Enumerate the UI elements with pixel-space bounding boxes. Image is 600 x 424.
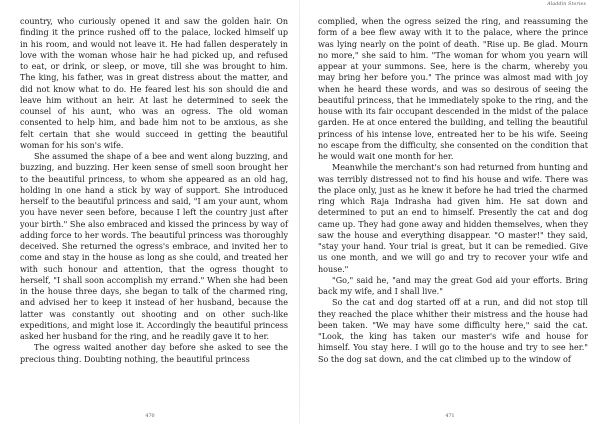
paragraph: complied, when the ogress seized the ring, and reassuming the form of a bee flew away with it to the palace, where the prince was lying nearly on the point of death. "Rise up. Be glad. Mourn no more," she said to him. "The woman for whom you yearn will appear at your summons. See, here is the charm, whereby you may bring her before you." The prince was almost mad with joy when he heard these words, and was so desirous of seeing the beautiful princess, that he immediately spoke to the ring, and the house with its fair occupant descended in the midst of the palace garden. He at once entered the building, and telling the beautiful princess of his intense love, entreated her to be his wife. Seeing no escape from the difficulty, she consented on the condition that he would wait one month for her. [318,17,588,161]
paragraph: So the cat and dog started off at a run, and did not stop till they reached the place whither their mistress and the house had been taken. "We may have some difficulty here," said the cat. "Look, the king has taken our master's wife and house for himself. You stay here. I will go to the house and try to see her." So the dog sat down, and the cat climbed up to the window of [318,298,588,364]
running-head: Aladdin Stories [547,2,586,7]
page-number: 471 [445,414,455,419]
paragraph: She assumed the shape of a bee and went along buzzing, and buzzing, and buzzing. Her keen sense of smell soon brought her to the beautiful princess, to whom she appeared as an old hag, holding in one hand a stick by way of support. She introduced herself to the beautiful princess and said, "I am your aunt, whom you have never seen before, because I left the country just after your birth." She also embraced and kissed the princess by way of adding force to her words. The beautiful princess was thoroughly deceived. She returned the ogress's embrace, and invited her to come and stay in the house as long as she could, and treated her with such honour and attention, that the ogress thought to herself, "I shall soon accomplish my errand." When she had been in the house three days, she began to talk of the charmed ring, and advised her to keep it instead of her husband, because the latter was constantly out shooting and on other such-like expeditions, and might lose it. Accordingly the beautiful princess asked her husband for the ring, and he readily gave it to her. [20,152,288,341]
right-page-body [318,16,588,365]
paragraph: "Go," said he, "and may the great God aid your efforts. Bring back my wife, and I shall live." [318,275,588,296]
paragraph: country, who curiously opened it and saw the golden hair. On finding it the prince rushed off to the palace, locked himself up in his room, and would not leave it. He had fallen desperately in love with the woman whose hair he had picked up, and refused to eat, or drink, or sleep, or move, till she was brought to him. The king, his father, was in great distress about the matter, and did not know what to do. He feared lest his son should die and leave him without an heir. At last he determined to seek the counsel of his aunt, who was an ogress. The old woman consented to help him, and bade him not to be anxious, as she felt certain that she would succeed in getting the beautiful woman for his son's wife. [20,17,288,150]
paragraph: Meanwhile the merchant's son had returned from hunting and was terribly distressed not to find his house and wife. There was the place only, just as he knew it before he had tried the charmed ring which Raja Indrasha had given him. He sat down and determined to put an end to himself. Presently the cat and dog came up. They had gone away and hidden themselves, when they saw the house and everything disappear. "O master!" they said, "stay your hand. Your trial is great, but it can be remedied. Give us one month, and we will go and try to recover your wife and house." [318,163,588,274]
paragraph: The ogress waited another day before she asked to see the precious thing. Doubting nothing, the beautiful princess [20,343,288,364]
left-page-body [20,16,288,365]
page-number: 470 [145,414,155,419]
right-page [300,0,600,424]
